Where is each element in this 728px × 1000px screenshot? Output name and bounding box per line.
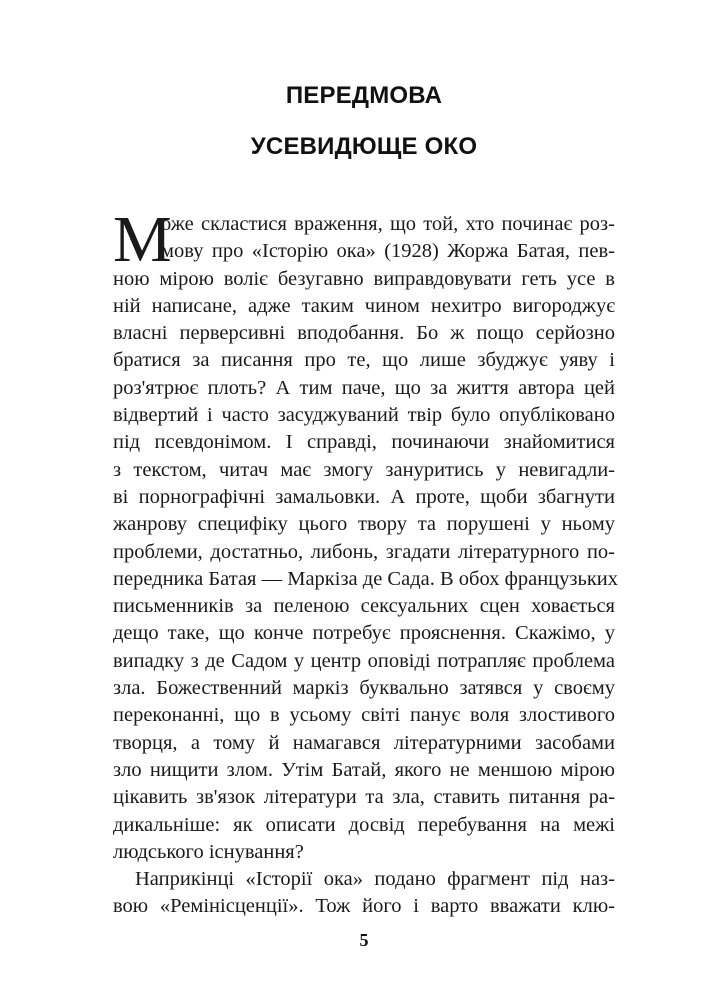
text-line: власні перверсивні вподобання. Бо ж пощо серйозно (113, 322, 615, 345)
page-number: 5 (359, 930, 369, 950)
drop-cap: М (113, 203, 172, 276)
text-line: мову про «Історію ока» (1928) Жоржа Батая, пев- (161, 240, 615, 263)
text-line: роз'ятрює плоть? А тим паче, що за життя автора цей (113, 376, 615, 399)
text-line: братися за писання про те, що лише збуджує уяву і (113, 349, 615, 372)
section-title: УСЕВИДЮЩЕ ОКО (250, 133, 478, 160)
text-line: цікавить зв'язок літератури та зла, ставить питання ра- (113, 786, 615, 809)
text-line: письменників за пеленою сексуальних сцен ховається (113, 595, 615, 618)
text-line: випадку з де Садом у центр оповіді потрапляє проблема (113, 649, 615, 672)
text-line: передника Батая — Маркіза де Сада. В обох французьких (113, 567, 619, 590)
text-line: ві порнографічні замальовки. А проте, щоби збагнути (113, 485, 615, 508)
text-line: людського існування? (113, 840, 304, 863)
text-line: відвертий і часто засуджуваний твір було опубліковано (113, 404, 615, 427)
text-line: Наприкінці «Історії ока» подано фрагмент під наз- (135, 868, 615, 891)
text-line: проблеми, достатньо, либонь, згадати літературного по- (113, 540, 615, 563)
text-line: ній написане, адже таким чином нехитро вигороджує (113, 294, 615, 317)
text-line: дикальніше: як описати досвід перебування на межі (113, 813, 615, 836)
text-line: творця, а тому й намагався літературними засобами (113, 731, 615, 754)
text-line: вою «Ремінісценції». Тож його і варто вважати клю- (113, 895, 615, 918)
text-line: ною мірою воліє безугавно виправдовувати геть усе в (113, 267, 615, 290)
chapter-title: ПЕРЕДМОВА (285, 82, 443, 109)
text-line: жанрову специфіку цього твору та порушені у ньому (113, 513, 615, 536)
paragraph-2 (113, 866, 615, 921)
paragraph-1 (113, 203, 619, 866)
text-line: під псевдонімом. І справді, починаючи знайомитися (113, 431, 615, 454)
text-line: зло нищити злом. Утім Батай, якого не меншою мірою (113, 758, 615, 781)
text-line: переконанні, що в усьому світі панує воля злостивого (113, 704, 615, 727)
text-line: дещо таке, що конче потребує прояснення. Скажімо, у (113, 622, 615, 645)
text-line: з текстом, читач має змогу зануритись у невигадли- (113, 458, 615, 481)
text-line: зла. Божественний маркіз буквально затявся у своєму (113, 677, 615, 700)
text-line: оже скластися враження, що той, хто починає роз- (161, 213, 615, 235)
body-text (113, 203, 619, 921)
